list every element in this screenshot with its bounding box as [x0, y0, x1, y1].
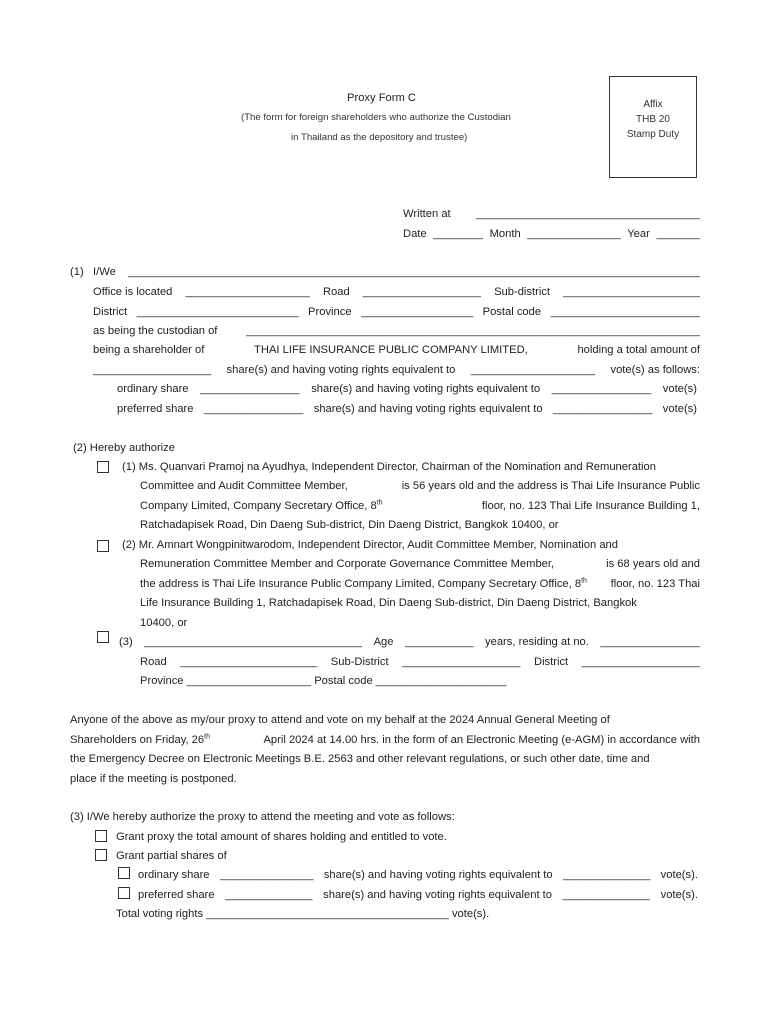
proxy1-line3	[140, 500, 700, 512]
total-voting-line	[116, 908, 489, 920]
partial-ordinary-label: ordinary share	[138, 869, 210, 881]
preferred-votes-field[interactable]: ________________	[552, 403, 653, 415]
proxy3-province-field[interactable]: ____________________	[186, 675, 312, 687]
preferred-votes-end: vote(s)	[662, 403, 697, 415]
proxy2-text-line1: (2) Mr. Amnart Wongpinitwarodom, Independent Director, Audit Committee Member, Nomination and	[122, 539, 619, 551]
shareholder-prefix: being a shareholder of	[93, 344, 205, 356]
ordinary-share-field[interactable]: ________________	[200, 383, 300, 395]
custodian-label: as being the custodian of	[93, 325, 218, 337]
proxy1-line4	[140, 519, 559, 531]
proxy-paragraph-line3	[70, 753, 700, 765]
stamp-duty-box	[609, 76, 697, 178]
proxy-paragraph-text1: Anyone of the above as my/our proxy to attend and vote on my behalf at the 2024 Annual General Meeting of	[70, 714, 610, 726]
partial-ordinary-line	[138, 869, 698, 881]
proxy-paragraph-text2a: Shareholders on Friday, 26	[70, 734, 205, 746]
stamp-line3: Stamp Duty	[626, 129, 680, 140]
grant-total-checkbox[interactable]	[95, 830, 107, 842]
proxy3-subdistrict-field[interactable]: ___________________	[402, 656, 521, 668]
partial-ordinary-field[interactable]: _______________	[219, 869, 314, 881]
grant-total-label: Grant proxy the total amount of shares holding and entitled to vote.	[116, 831, 447, 843]
proxy3-address-no-field[interactable]: ________________	[600, 636, 700, 648]
proxy2-line1	[122, 539, 700, 551]
road-field[interactable]: ___________________	[362, 286, 481, 298]
form-title: Proxy Form C	[347, 92, 416, 104]
subdistrict-label: Sub-district	[494, 286, 551, 298]
section1-number: (1)	[70, 266, 84, 278]
written-at-line	[403, 208, 700, 220]
stamp-line2: THB 20	[636, 114, 670, 125]
district-label: District	[93, 306, 128, 318]
form-subtitle-line2: in Thailand as the depository and trustee)	[291, 132, 468, 143]
stamp-line1: Affix	[643, 99, 663, 110]
proxy2-text-line2a: Remuneration Committee Member and Corporate Governance Committee Member,	[140, 558, 555, 570]
proxy3-district-label: District	[533, 656, 569, 668]
office-line	[93, 286, 700, 298]
preferred-share-line	[117, 403, 697, 415]
proxy3-province-label: Province	[140, 675, 184, 687]
total-shares-line	[93, 364, 700, 376]
partial-ordinary-checkbox[interactable]	[118, 867, 130, 879]
year-field[interactable]: _______	[656, 228, 700, 240]
iwe-label: I/We	[93, 266, 116, 278]
proxy1-line2	[140, 480, 700, 492]
proxy2-text-line5b: or	[177, 617, 188, 629]
proxy-paragraph-line1	[70, 714, 700, 726]
partial-ordinary-mid: share(s) and having voting rights equivalent to	[323, 869, 553, 881]
date-label: Date	[403, 228, 427, 240]
proxy1-text-line3-sup: th	[376, 499, 383, 507]
proxy3-line3	[140, 675, 506, 687]
proxy-paragraph-text2b: April 2024 at 14.00 hrs. in the form of an Electronic Meeting (e-AGM) in accordance with	[263, 734, 700, 746]
ordinary-share-line	[117, 383, 697, 395]
proxy2-text-line5a: 10400,	[140, 617, 175, 629]
subdistrict-field[interactable]: ______________________	[563, 286, 700, 298]
shareholder-suffix: holding a total amount of	[577, 344, 700, 356]
iwe-field[interactable]: ____________________________________________________________________________________________	[127, 266, 700, 278]
grant-partial-label: Grant partial shares of	[116, 850, 227, 862]
proxy3-road-label: Road	[140, 656, 167, 668]
proxy1-checkbox[interactable]	[97, 461, 109, 473]
partial-preferred-votes-field[interactable]: ______________	[562, 889, 650, 901]
proxy3-line1	[119, 636, 700, 648]
province-field[interactable]: __________________	[361, 306, 474, 318]
office-field[interactable]: ____________________	[185, 286, 310, 298]
proxy3-years-label: years, residing at no.	[485, 636, 589, 648]
proxy-paragraph-sup: th	[204, 733, 210, 741]
proxy2-line3	[140, 578, 700, 590]
district-field[interactable]: __________________________	[136, 306, 299, 318]
total-voting-label: Total voting rights	[116, 908, 204, 920]
proxy3-road-field[interactable]: ______________________	[180, 656, 318, 668]
road-label: Road	[322, 286, 350, 298]
custodian-line	[93, 325, 700, 337]
grant-partial-checkbox[interactable]	[95, 849, 107, 861]
month-field[interactable]: _______________	[527, 228, 621, 240]
proxy2-text-line3-sup: th	[581, 577, 587, 585]
total-shares-field[interactable]: ___________________	[93, 364, 212, 376]
section2-heading: (2) Hereby authorize	[73, 442, 175, 454]
date-line	[403, 228, 700, 240]
proxy3-postal-field[interactable]: _____________________	[375, 675, 507, 687]
proxy3-name-field[interactable]: ___________________________________	[144, 636, 363, 648]
ordinary-votes-end: vote(s)	[662, 383, 697, 395]
proxy2-text-line3a: the address is Thai Life Insurance Public Company Limited, Company Secretary Office, 8	[140, 578, 582, 590]
form-subtitle-line1: (The form for foreign shareholders who authorize the Custodian	[241, 112, 511, 123]
district-line	[93, 306, 700, 318]
proxy2-checkbox[interactable]	[97, 540, 109, 552]
custodian-field[interactable]: _________________________________________________________________________	[245, 325, 700, 337]
proxy-paragraph-line2	[70, 734, 700, 746]
ordinary-share-label: ordinary share	[117, 383, 189, 395]
year-label: Year	[627, 228, 650, 240]
proxy1-line1	[122, 461, 700, 473]
written-at-label: Written at	[403, 208, 451, 220]
total-votes-field[interactable]: ____________________	[470, 364, 596, 376]
written-at-field[interactable]: ____________________________________	[476, 208, 700, 220]
date-field[interactable]: ________	[433, 228, 484, 240]
proxy1-text-line4b: or	[548, 519, 559, 531]
month-label: Month	[489, 228, 521, 240]
partial-preferred-field[interactable]: ______________	[225, 889, 313, 901]
partial-ordinary-votes-field[interactable]: ______________	[563, 869, 651, 881]
office-label: Office is located	[93, 286, 173, 298]
proxy3-district-field[interactable]: ___________________	[581, 656, 700, 668]
postal-field[interactable]: ________________________	[550, 306, 700, 318]
proxy2-line5	[140, 617, 187, 629]
proxy3-line2	[140, 656, 700, 668]
partial-preferred-line	[138, 889, 698, 901]
proxy-paragraph-line4: place if the meeting is postponed.	[70, 773, 237, 785]
proxy1-text-line3a: Company Limited, Company Secretary Office, 8	[140, 500, 377, 512]
proxy2-text-line3b: floor, no. 123 Thai	[610, 578, 700, 590]
proxy3-age-field[interactable]: ___________	[405, 636, 474, 648]
proxy2-text-line2b: is 68 years old and	[606, 558, 700, 570]
partial-preferred-label: preferred share	[138, 889, 215, 901]
proxy3-number: (3)	[119, 636, 133, 648]
proxy3-postal-label: Postal code	[314, 675, 373, 687]
shareholder-line	[93, 344, 700, 356]
proxy2-line4	[140, 597, 700, 609]
preferred-share-label: preferred share	[117, 403, 194, 415]
ordinary-votes-field[interactable]: ________________	[551, 383, 652, 395]
proxy2-text-line4: Life Insurance Building 1, Ratchadapisek Road, Din Daeng Sub-district, Din Daeng District, Bangkok	[140, 597, 637, 609]
proxy1-text-line2b: is 56 years old and the address is Thai Life Insurance Public	[401, 480, 700, 492]
proxy1-text-line4a: Ratchadapisek Road, Din Daeng Sub-district, Din Daeng District, Bangkok 10400,	[140, 519, 546, 531]
proxy1-text-line2a: Committee and Audit Committee Member,	[140, 480, 348, 492]
preferred-share-field[interactable]: ________________	[203, 403, 304, 415]
proxy3-age-label: Age	[373, 636, 394, 648]
section3-heading: (3) I/We hereby authorize the proxy to attend the meeting and vote as follows:	[70, 811, 455, 823]
partial-preferred-end: vote(s).	[660, 889, 698, 901]
total-voting-field[interactable]: _______________________________________	[206, 908, 449, 920]
proxy-paragraph-text3: the Emergency Decree on Electronic Meetings B.E. 2563 and other relevant regulations, or such other date, time and	[70, 753, 650, 765]
total-shares-mid: share(s) and having voting rights equivalent to	[226, 364, 456, 376]
proxy2-line2	[140, 558, 700, 570]
preferred-share-mid: share(s) and having voting rights equivalent to	[313, 403, 543, 415]
iwe-line	[93, 266, 700, 278]
company-name: THAI LIFE INSURANCE PUBLIC COMPANY LIMITED,	[254, 344, 528, 356]
proxy1-text-line1: (1) Ms. Quanvari Pramoj na Ayudhya, Independent Director, Chairman of the Nomination and Remuneration	[122, 461, 656, 473]
total-voting-end: vote(s).	[451, 908, 490, 920]
proxy3-checkbox[interactable]	[97, 631, 109, 643]
partial-ordinary-end: vote(s).	[660, 869, 698, 881]
ordinary-share-mid: share(s) and having voting rights equivalent to	[311, 383, 541, 395]
partial-preferred-checkbox[interactable]	[118, 887, 130, 899]
province-label: Province	[308, 306, 352, 318]
total-votes-end: vote(s) as follows:	[610, 364, 700, 376]
proxy1-text-line3b: floor, no. 123 Thai Life Insurance Building 1,	[481, 500, 700, 512]
postal-label: Postal code	[482, 306, 542, 318]
partial-preferred-mid: share(s) and having voting rights equivalent to	[323, 889, 552, 901]
proxy3-subdistrict-label: Sub-District	[330, 656, 389, 668]
